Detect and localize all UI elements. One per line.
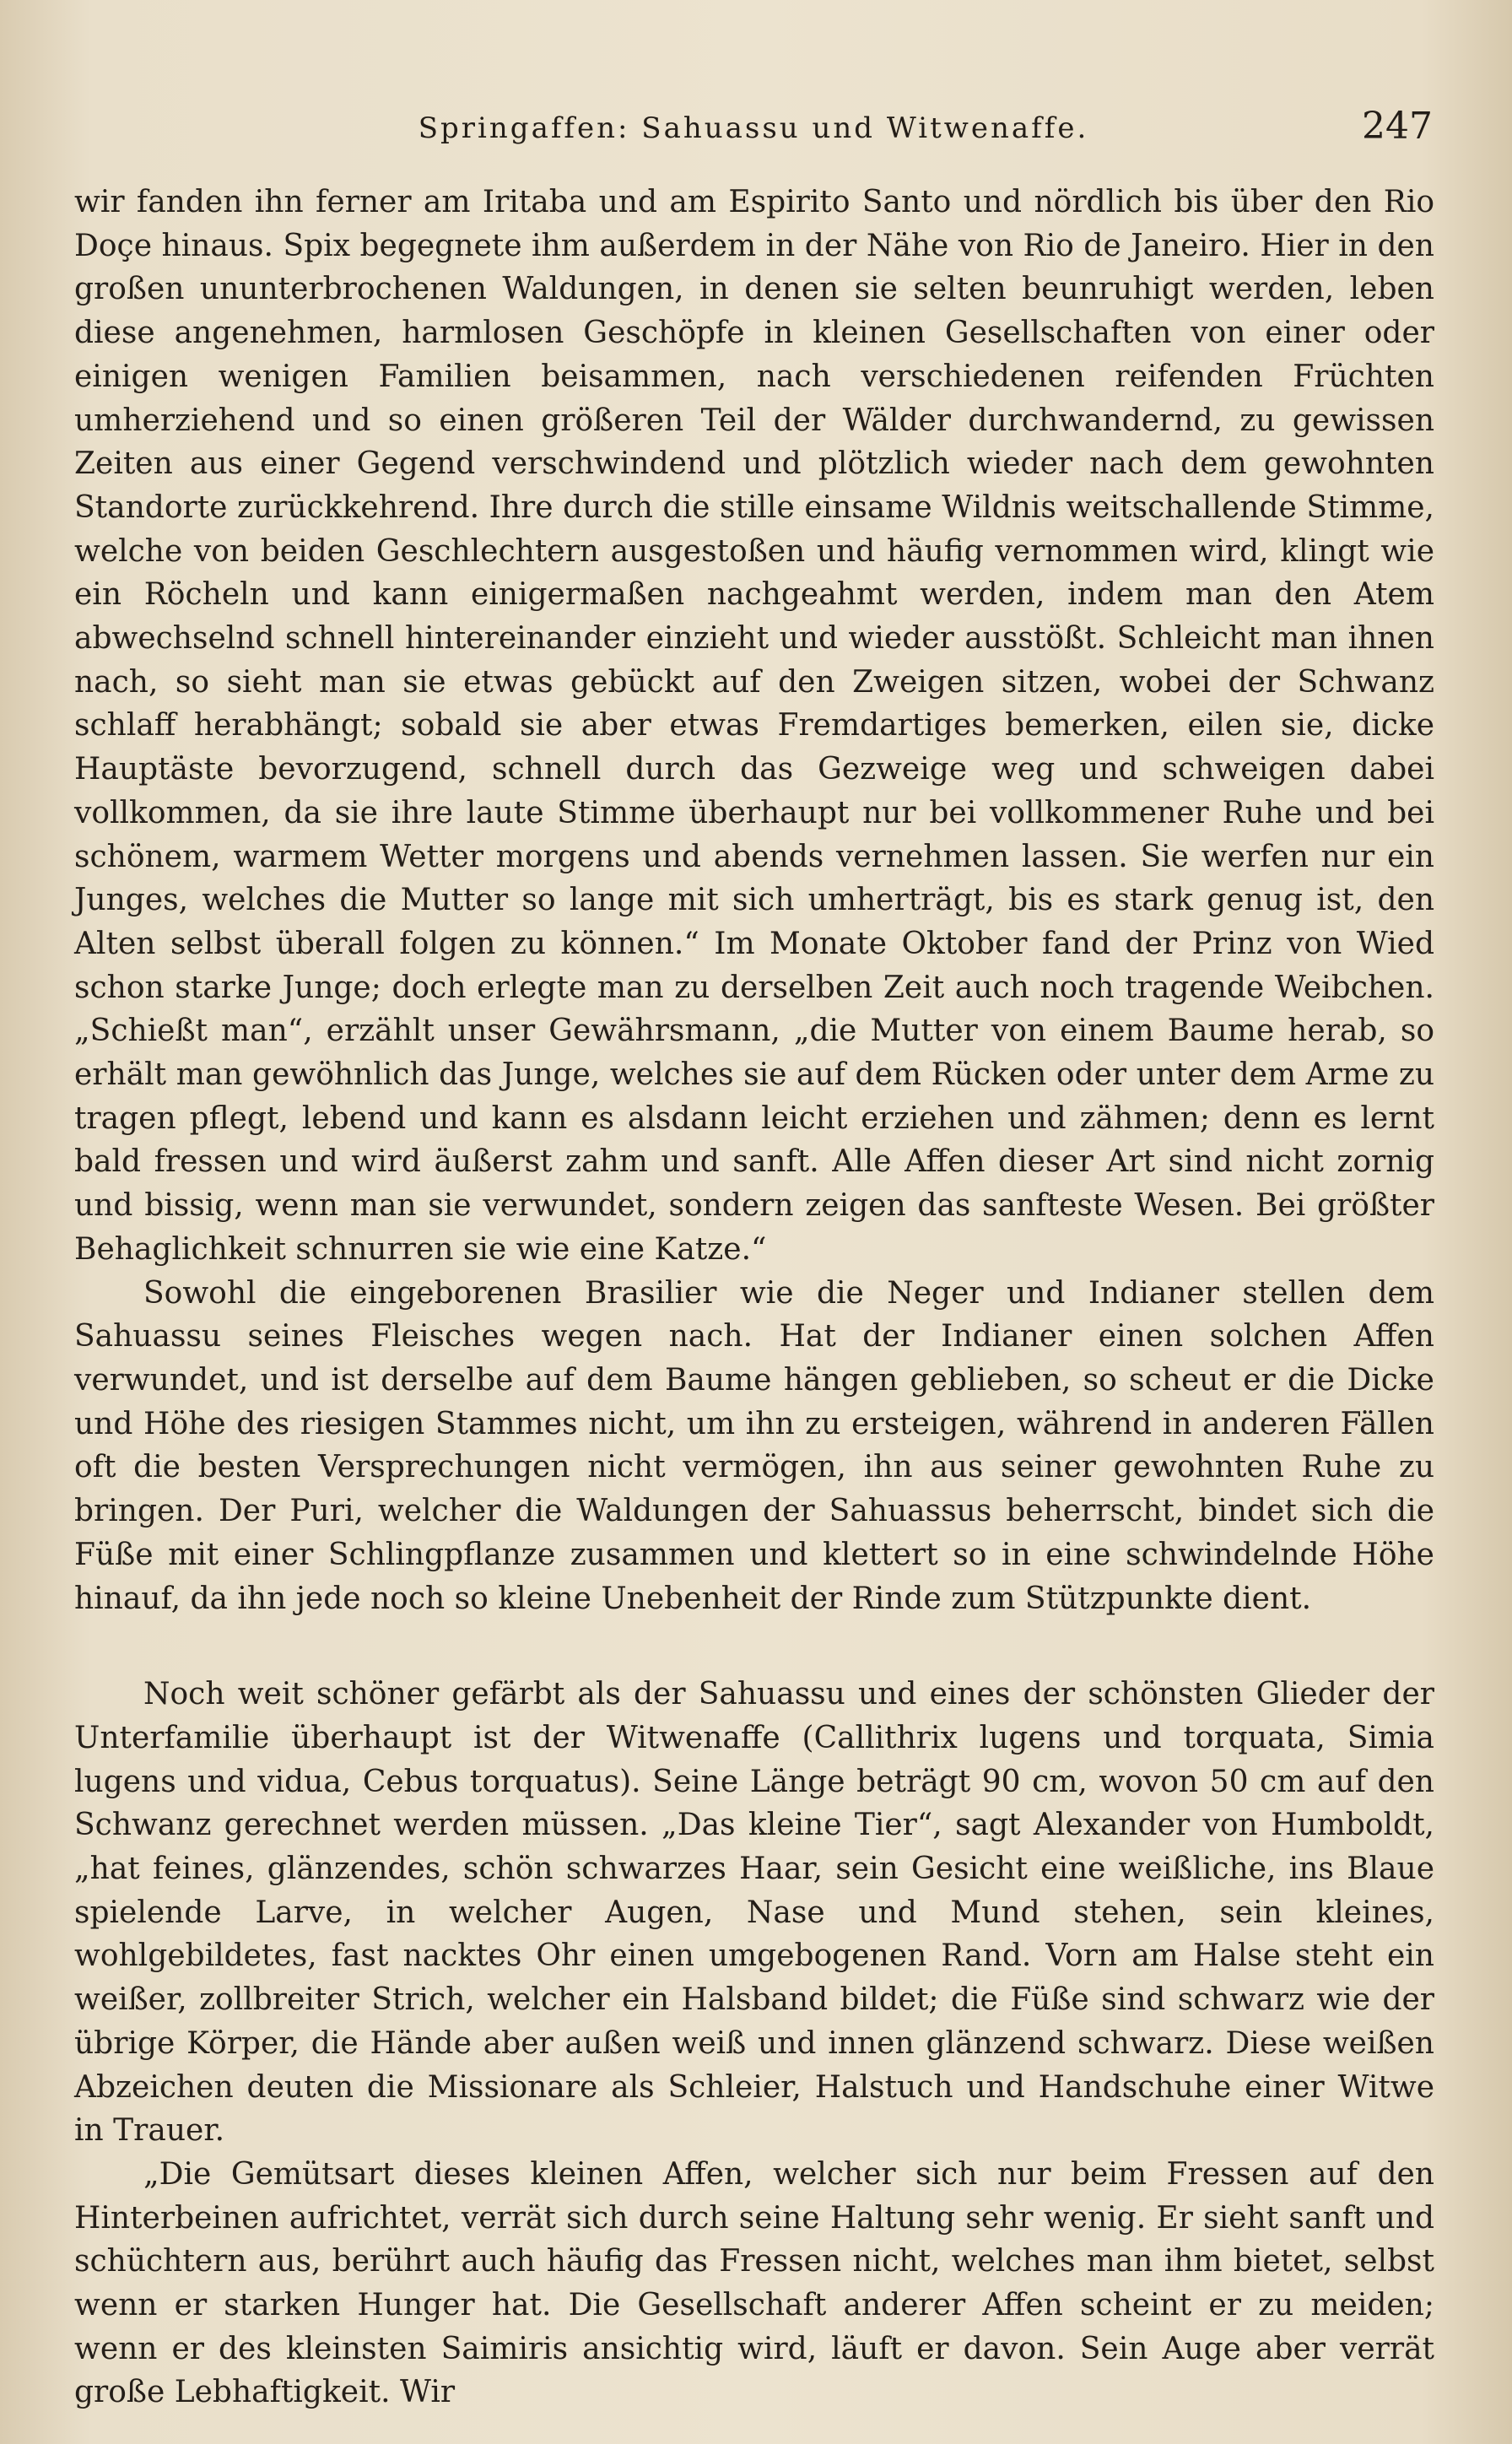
body-text bbox=[74, 181, 1434, 2414]
paragraph-witwenaffe-temperament: „Die Gemütsart dieses kleinen Affen, welcher sich nur beim Fressen auf den Hinterbeinen aufrichtet, verrät sich durch seine Haltung sehr wenig. Er sieht sanft und schüchtern aus, berührt auch häufig das Fressen nicht, welches man ihm bietet, selbst wenn er starken Hunger hat. Die Gesellschaft anderer Affen scheint er zu meiden; wenn er des kleinsten Saimiris ansichtig wird, läuft er davon. Sein Auge aber verrät große Lebhaftigkeit. Wir bbox=[74, 2156, 1434, 2410]
paragraph-hunting: Sowohl die eingeborenen Brasilier wie die Neger und Indianer stellen dem Sahuassu seines Fleisches wegen nach. Hat der Indianer einen solchen Affen verwundet, und ist derselbe auf dem Baume hängen geblieben, so scheut er die Dicke und Höhe des riesigen Stammes nicht, um ihn zu ersteigen, während in anderen Fällen oft die besten Versprechungen nicht vermögen, ihn aus seiner gewohnten Ruhe zu bringen. Der Puri, welcher die Waldungen der Sahuassus beherrscht, bindet sich die Füße mit einer Schlingpflanze zusammen und klettert so in eine schwindelnde Höhe hinauf, da ihn jede noch so kleine Unebenheit der Rinde zum Stützpunkte dient. bbox=[74, 1275, 1434, 1616]
running-title: Springaffen: Sahuassu und Witwenaffe. bbox=[418, 111, 1089, 145]
page-header bbox=[74, 105, 1433, 155]
page-number: 247 bbox=[1362, 105, 1433, 148]
paragraph-witwenaffe-description: Noch weit schöner gefärbt als der Sahuassu und eines der schönsten Glieder der Unterfamilie überhaupt ist der Witwenaffe (Callithrix lugens und torquata, Simia lugens und vidua, Cebus torquatus). Seine Länge beträgt 90 cm, wovon 50 cm auf den Schwanz gerechnet werden müssen. „Das kleine Tier“, sagt Alexander von Humboldt, „hat feines, glänzendes, schön schwarzes Haar, sein Gesicht eine weißliche, ins Blaue spielende Larve, in welcher Augen, Nase und Mund stehen, sein kleines, wohlgebildetes, fast nacktes Ohr einen umgebogenen Rand. Vorn am Halse steht ein weißer, zollbreiter Strich, welcher ein Halsband bildet; die Füße sind schwarz wie der übrige Körper, die Hände aber außen weiß und innen glänzend schwarz. Diese weißen Abzeichen deuten die Missionare als Schleier, Halstuch und Handschuhe einer Witwe in Trauer. bbox=[74, 1677, 1434, 2149]
paragraph-sahuassu-habits: wir fanden ihn ferner am Iritaba und am Espirito Santo und nördlich bis über den Rio Doçe hinaus. Spix begegnete ihm außerdem in der Nähe von Rio de Janeiro. Hier in den großen ununterbrochenen Waldungen, in denen sie selten beunruhigt werden, leben diese angenehmen, harmlosen Geschöpfe in kleinen Gesellschaften von einer oder einigen wenigen Familien beisammen, nach verschiedenen reifenden Früchten umherziehend und so einen größeren Teil der Wälder durchwandernd, zu gewissen Zeiten aus einer Gegend verschwindend und plötzlich wieder nach dem gewohnten Standorte zurückkehrend. Ihre durch die stille einsame Wildnis weitschallende Stimme, welche von beiden Geschlechtern ausgestoßen und häufig vernommen wird, klingt wie ein Röcheln und kann einigermaßen nachgeahmt werden, indem man den Atem abwechselnd schnell hintereinander einzieht und wieder ausstößt. Schleicht man ihnen nach, so sieht man sie etwas gebückt auf den Zweigen sitzen, wobei der Schwanz schlaff herabhängt; sobald sie aber etwas Fremdartiges bemerken, eilen sie, dicke Hauptäste bevorzugend, schnell durch das Gezweige weg und schweigen dabei vollkommen, da sie ihre laute Stimme überhaupt nur bei vollkommener Ruhe und bei schönem, warmem Wetter morgens und abends vernehmen lassen. Sie werfen nur ein Junges, welches die Mutter so lange mit sich umherträgt, bis es stark genug ist, den Alten selbst überall folgen zu können.“ Im Monate Oktober fand der Prinz von Wied schon starke Junge; doch erlegte man zu derselben Zeit auch noch tragende Weibchen. „Schießt man“, erzählt unser Gewährsmann, „die Mutter von einem Baume herab, so erhält man gewöhnlich das Junge, welches sie auf dem Rücken oder unter dem Arme zu tragen pflegt, lebend und kann es alsdann leicht erziehen und zähmen; denn es lernt bald fressen und wird äußerst zahm und sanft. Alle Affen dieser Art sind nicht zornig und bissig, wenn man sie verwundet, sondern zeigen das sanfteste Wesen. Bei größter Behaglichkeit schnurren sie wie eine Katze.“ bbox=[74, 185, 1434, 1267]
section-divider-space bbox=[74, 1620, 1434, 1673]
